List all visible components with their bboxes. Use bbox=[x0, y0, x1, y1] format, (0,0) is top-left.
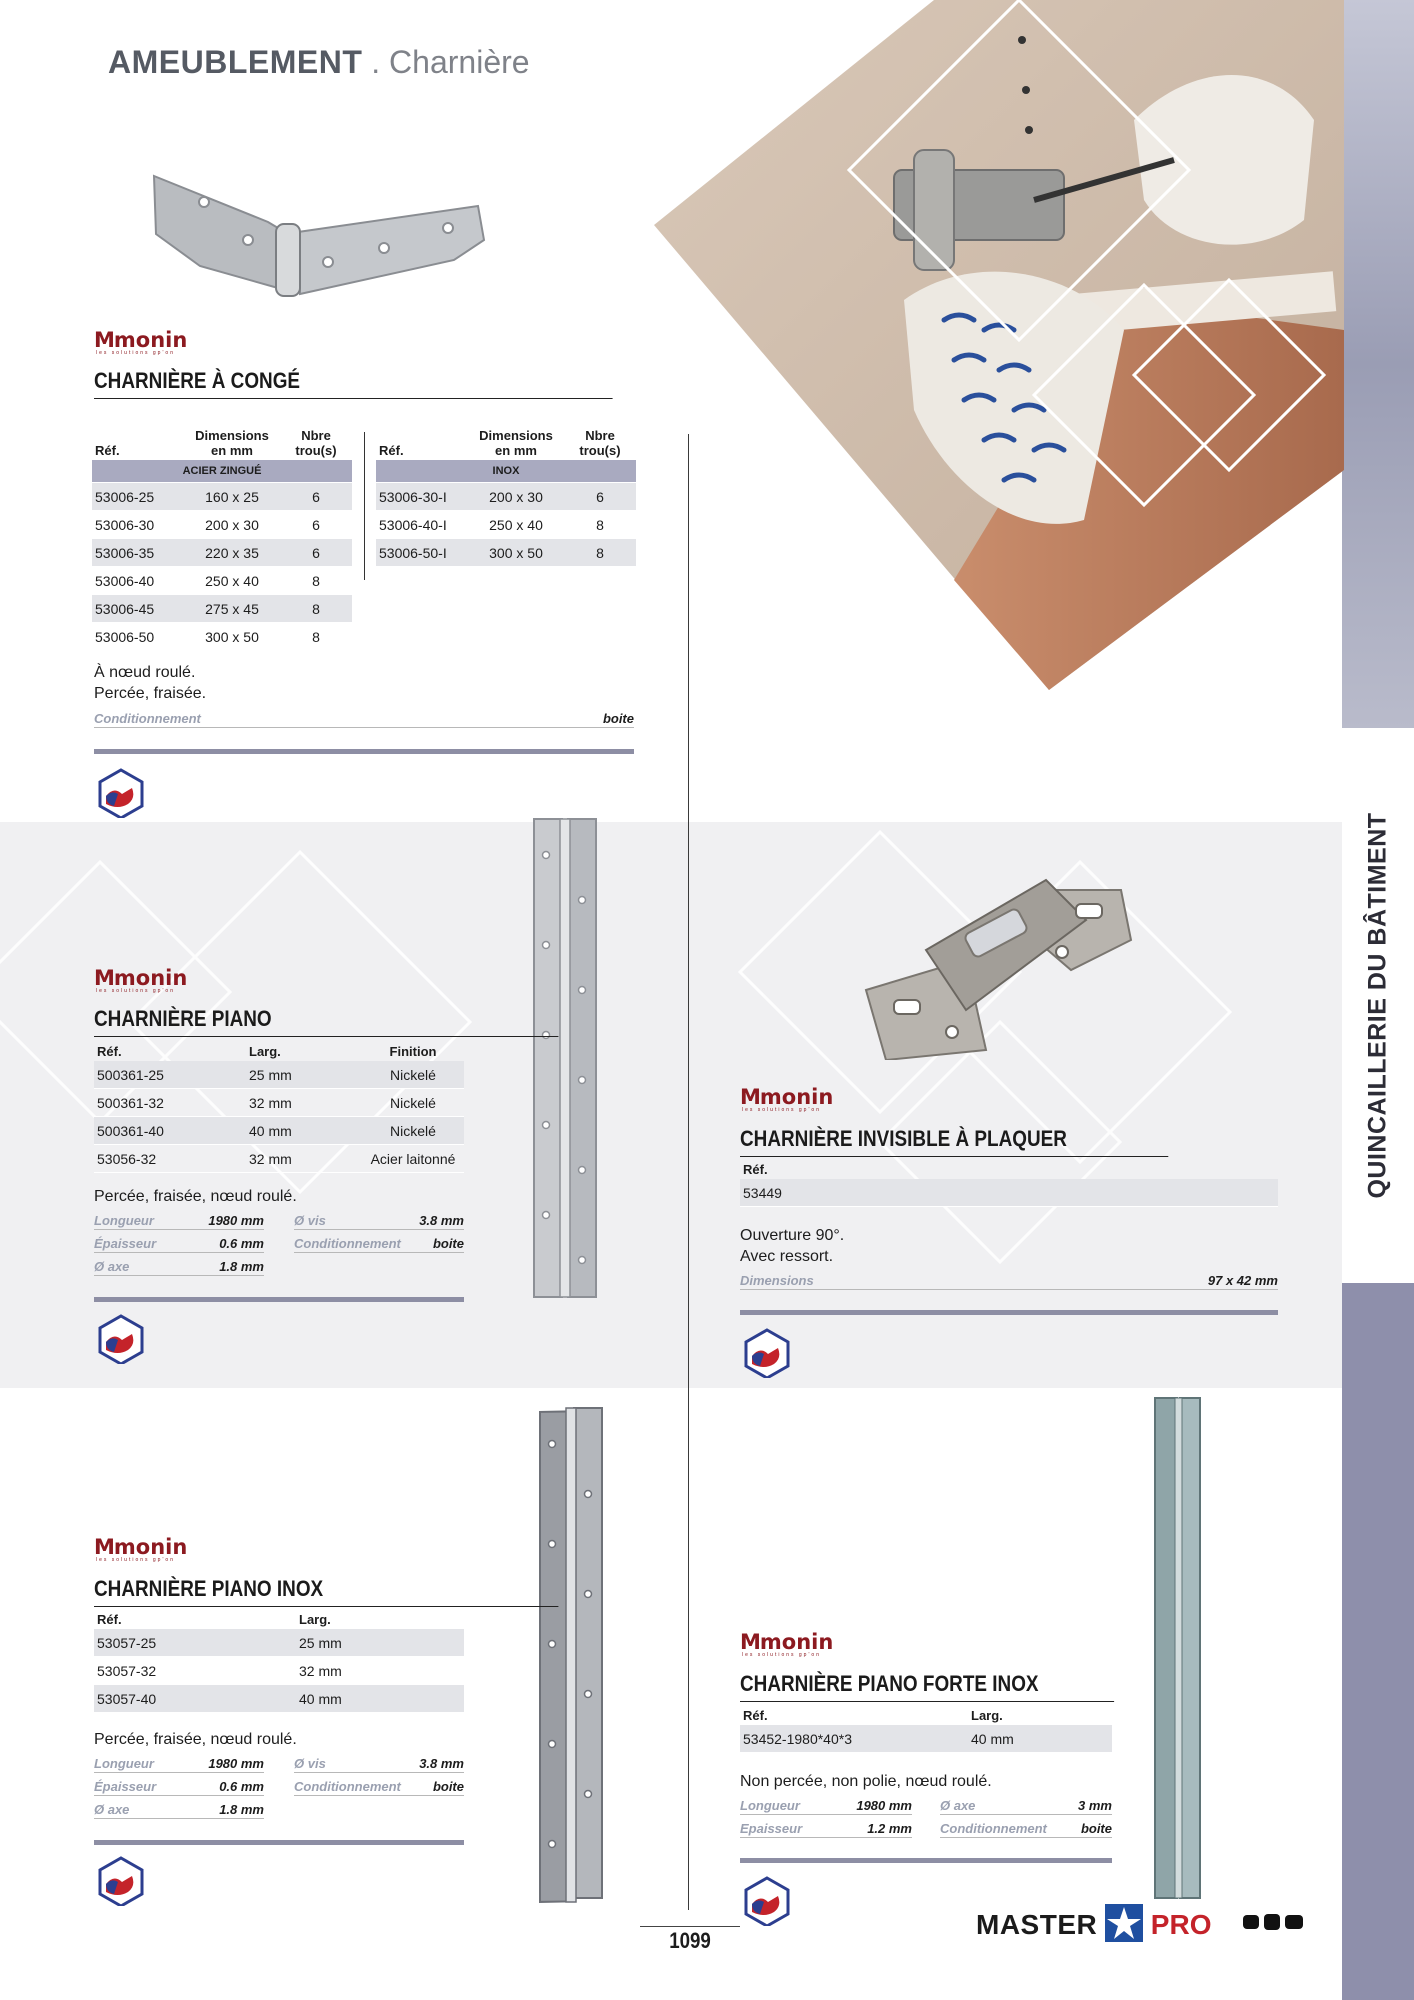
col-finish: Finition bbox=[389, 1044, 437, 1059]
col-ref: Réf. bbox=[379, 443, 404, 458]
col-dims: Dimensions en mm bbox=[195, 428, 269, 458]
table-row bbox=[92, 511, 352, 539]
monin-logo: Mmonin les solutions gp'on bbox=[740, 1085, 834, 1113]
piano-forte-table bbox=[740, 1706, 1112, 1753]
table-cell-width: 25 mm bbox=[296, 1629, 464, 1657]
col-ref: Réf. bbox=[97, 1044, 122, 1059]
invisible-table bbox=[740, 1160, 1278, 1207]
made-in-france-badge bbox=[96, 768, 146, 818]
table-cell-ref: 53057-40 bbox=[94, 1685, 296, 1713]
piano-inox-spec-packaging: Conditionnement boite bbox=[294, 1774, 464, 1796]
table-cell-holes: 6 bbox=[280, 511, 352, 539]
table-row bbox=[94, 1629, 464, 1657]
sidebar-texture-bottom bbox=[1342, 1283, 1414, 2000]
product-title-piano-inox: CHARNIÈRE PIANO INOX bbox=[94, 1576, 558, 1607]
table-cell-finish: Nickelé bbox=[362, 1089, 464, 1117]
table-cell-ref: 53006-45 bbox=[92, 595, 184, 623]
piano-spec-axis: Ø axe 1.8 mm bbox=[94, 1254, 264, 1276]
col-ref: Réf. bbox=[97, 1612, 122, 1627]
table-cell-holes: 6 bbox=[564, 483, 636, 511]
col-holes: Nbre trou(s) bbox=[579, 428, 621, 458]
conge-note-1: À nœud roulé. bbox=[94, 664, 196, 681]
piano-inox-hinge-image bbox=[536, 1404, 606, 1906]
table-cell-holes: 8 bbox=[564, 539, 636, 567]
table-cell-holes: 8 bbox=[280, 623, 352, 651]
piano-inox-spec-axis: Ø axe 1.8 mm bbox=[94, 1797, 264, 1819]
table-cell-width: 40 mm bbox=[968, 1725, 1112, 1753]
section-rule bbox=[740, 1310, 1278, 1315]
table-cell-ref: 53057-32 bbox=[94, 1657, 296, 1685]
table-cell-width: 32 mm bbox=[246, 1089, 362, 1117]
brand-dots-icon bbox=[1241, 1912, 1305, 1932]
col-ref: Réf. bbox=[743, 1162, 768, 1177]
made-in-france-badge bbox=[742, 1328, 792, 1378]
table-cell-width: 32 mm bbox=[296, 1657, 464, 1685]
piano-inox-spec-thickness: Épaisseur 0.6 mm bbox=[94, 1774, 264, 1796]
sidebar-section-title: QUINCAILLERIE DU BÂTIMENT bbox=[1363, 812, 1392, 1199]
conge-table-inox bbox=[376, 426, 636, 567]
star-icon bbox=[1105, 1904, 1143, 1942]
invisible-note-1: Ouverture 90°. bbox=[740, 1227, 845, 1244]
table-cell-ref: 53006-40 bbox=[92, 567, 184, 595]
piano-inox-table bbox=[94, 1610, 464, 1713]
page-title-sub: . Charnière bbox=[362, 44, 530, 80]
made-in-france-badge bbox=[96, 1856, 146, 1906]
table-cell-width: 40 mm bbox=[296, 1685, 464, 1713]
table-cell-holes: 8 bbox=[280, 595, 352, 623]
table-cell-width: 32 mm bbox=[246, 1145, 362, 1173]
col-ref: Réf. bbox=[743, 1708, 768, 1723]
piano-forte-spec-thickness: Epaisseur 1.2 mm bbox=[740, 1816, 912, 1838]
invisible-note-2: Avec ressort. bbox=[740, 1248, 834, 1265]
table-cell-dim: 160 x 25 bbox=[184, 483, 280, 511]
product-title-piano: CHARNIÈRE PIANO bbox=[94, 1006, 558, 1037]
table-row bbox=[92, 595, 352, 623]
table-cell-ref: 53006-30 bbox=[92, 511, 184, 539]
table-cell-dim: 250 x 40 bbox=[184, 567, 280, 595]
table-row bbox=[92, 567, 352, 595]
col-holes: Nbre trou(s) bbox=[295, 428, 337, 458]
table-row bbox=[94, 1657, 464, 1685]
table-cell-finish: Nickelé bbox=[362, 1061, 464, 1089]
table-cell-ref: 500361-32 bbox=[94, 1089, 246, 1117]
piano-spec-packaging: Conditionnement boite bbox=[294, 1231, 464, 1253]
table-cell-ref: 53006-50-I bbox=[376, 539, 468, 567]
piano-inox-spec-length: Longueur 1980 mm bbox=[94, 1751, 264, 1773]
piano-table bbox=[94, 1042, 464, 1173]
table-cell-width: 40 mm bbox=[246, 1117, 362, 1145]
table-cell-ref: 53006-25 bbox=[92, 483, 184, 511]
piano-inox-spec-screw: Ø vis 3.8 mm bbox=[294, 1751, 464, 1773]
table-cell-holes: 6 bbox=[280, 539, 352, 567]
product-title-piano-forte: CHARNIÈRE PIANO FORTE INOX bbox=[740, 1671, 1114, 1702]
conge-packaging: Conditionnement boite bbox=[94, 706, 634, 728]
sidebar-texture-top bbox=[1342, 0, 1414, 728]
table-row bbox=[94, 1145, 464, 1173]
table-cell-ref: 53057-25 bbox=[94, 1629, 296, 1657]
col-ref: Réf. bbox=[95, 443, 120, 458]
table-cell-ref: 500361-40 bbox=[94, 1117, 246, 1145]
piano-spec-thickness: Épaisseur 0.6 mm bbox=[94, 1231, 264, 1253]
installation-photo bbox=[654, 0, 1344, 690]
col-width: Larg. bbox=[971, 1708, 1003, 1723]
table-row bbox=[94, 1685, 464, 1713]
table-cell-ref: 500361-25 bbox=[94, 1061, 246, 1089]
table-cell-ref: 53006-40-I bbox=[376, 511, 468, 539]
column-separator bbox=[688, 434, 689, 1910]
col-width: Larg. bbox=[249, 1044, 281, 1059]
piano-spec-length: Longueur 1980 mm bbox=[94, 1208, 264, 1230]
table-cell-ref: 53006-30-I bbox=[376, 483, 468, 511]
piano-forte-spec-packaging: Conditionnement boite bbox=[940, 1816, 1112, 1838]
conge-hinge-image bbox=[148, 170, 488, 310]
page-title-main: AMEUBLEMENT bbox=[108, 44, 363, 80]
table-cell-dim: 275 x 45 bbox=[184, 595, 280, 623]
table-cell-ref: 53449 bbox=[740, 1179, 1278, 1207]
piano-inox-note: Percée, fraisée, nœud roulé. bbox=[94, 1731, 297, 1748]
section-rule bbox=[94, 749, 634, 754]
footer-line bbox=[640, 1926, 740, 1927]
table-cell-dim: 200 x 30 bbox=[184, 511, 280, 539]
table-row bbox=[376, 483, 636, 511]
piano-hinge-image bbox=[530, 815, 600, 1301]
piano-note: Percée, fraisée, nœud roulé. bbox=[94, 1188, 297, 1205]
table-row bbox=[376, 511, 636, 539]
table-cell-ref: 53006-50 bbox=[92, 623, 184, 651]
table-cell-finish: Acier laitonné bbox=[362, 1145, 464, 1173]
master-pro-logo: MASTER PRO bbox=[976, 1904, 1305, 1942]
invisible-hinge-image bbox=[856, 860, 1136, 1060]
piano-forte-hinge-image bbox=[1152, 1394, 1204, 1902]
table-cell-holes: 8 bbox=[564, 511, 636, 539]
table-cell-dim: 250 x 40 bbox=[468, 511, 564, 539]
table-divider bbox=[364, 432, 365, 580]
table-row bbox=[94, 1089, 464, 1117]
table-cell-ref: 53452-1980*40*3 bbox=[740, 1725, 968, 1753]
piano-forte-spec-length: Longueur 1980 mm bbox=[740, 1793, 912, 1815]
table-cell-dim: 220 x 35 bbox=[184, 539, 280, 567]
page-title bbox=[108, 44, 530, 81]
section-rule bbox=[94, 1840, 464, 1845]
monin-logo: Mmonin les solutions gp'on bbox=[94, 966, 188, 994]
conge-table-zinc bbox=[92, 426, 352, 651]
table-row bbox=[92, 623, 352, 651]
piano-forte-note: Non percée, non polie, nœud roulé. bbox=[740, 1773, 992, 1790]
made-in-france-badge bbox=[742, 1876, 792, 1926]
table-cell-dim: 300 x 50 bbox=[184, 623, 280, 651]
product-title-conge: CHARNIÈRE À CONGÉ bbox=[94, 368, 613, 399]
monin-logo: Mmonin les solutions gp'on bbox=[740, 1630, 834, 1658]
table-cell-dim: 200 x 30 bbox=[468, 483, 564, 511]
table-row bbox=[740, 1179, 1278, 1207]
group-acier-zingue: ACIER ZINGUÉ bbox=[92, 460, 352, 483]
col-dims: Dimensions en mm bbox=[479, 428, 553, 458]
table-row bbox=[376, 539, 636, 567]
table-row bbox=[92, 483, 352, 511]
invisible-dimensions: Dimensions 97 x 42 mm bbox=[740, 1268, 1278, 1290]
table-row bbox=[94, 1061, 464, 1089]
piano-forte-spec-axis: Ø axe 3 mm bbox=[940, 1793, 1112, 1815]
made-in-france-badge bbox=[96, 1314, 146, 1364]
product-title-invisible: CHARNIÈRE INVISIBLE À PLAQUER bbox=[740, 1126, 1168, 1157]
section-rule bbox=[94, 1297, 464, 1302]
conge-note-2: Percée, fraisée. bbox=[94, 685, 207, 702]
table-row bbox=[94, 1117, 464, 1145]
table-row bbox=[740, 1725, 1112, 1753]
table-cell-holes: 6 bbox=[280, 483, 352, 511]
table-cell-finish: Nickelé bbox=[362, 1117, 464, 1145]
section-rule bbox=[740, 1858, 1112, 1863]
piano-spec-screw: Ø vis 3.8 mm bbox=[294, 1208, 464, 1230]
table-row bbox=[92, 539, 352, 567]
table-cell-ref: 53006-35 bbox=[92, 539, 184, 567]
monin-logo: Mmonin les solutions gp'on bbox=[94, 328, 188, 356]
table-cell-dim: 300 x 50 bbox=[468, 539, 564, 567]
page-number: 1099 bbox=[669, 1928, 711, 1953]
group-inox: INOX bbox=[376, 460, 636, 483]
table-cell-holes: 8 bbox=[280, 567, 352, 595]
table-cell-ref: 53056-32 bbox=[94, 1145, 246, 1173]
monin-logo: Mmonin les solutions gp'on bbox=[94, 1535, 188, 1563]
col-width: Larg. bbox=[299, 1612, 331, 1627]
table-cell-width: 25 mm bbox=[246, 1061, 362, 1089]
